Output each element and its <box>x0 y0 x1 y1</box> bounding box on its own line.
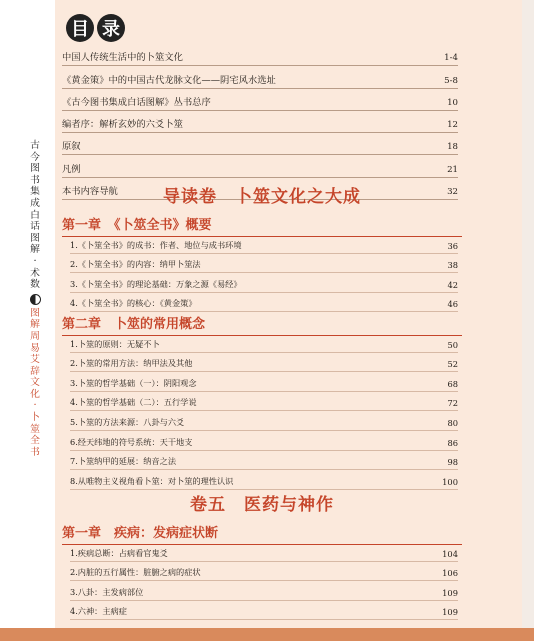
toc-entry-title: 3.卜筮的哲学基础（一）：阴阳观念 <box>70 377 197 388</box>
toc-entry[interactable] <box>70 451 458 471</box>
toc-entry-title: 4.六神：主病症 <box>70 606 127 617</box>
toc-entry[interactable] <box>70 562 458 582</box>
side-char: 今 <box>30 151 40 163</box>
toc-entry-page: 1-4 <box>444 53 458 64</box>
side-char: · <box>33 400 37 412</box>
contents-heading <box>66 14 125 44</box>
side-char: 话 <box>30 221 40 233</box>
side-char: · <box>33 255 37 267</box>
toc-entry-page: 50 <box>447 339 458 350</box>
toc-entry-page: 32 <box>447 187 458 198</box>
toc-entry-page: 100 <box>442 476 458 487</box>
toc-entry-title: 2.内脏的五行属性：脏腑之病的症状 <box>70 567 201 578</box>
toc-entry[interactable] <box>62 66 458 88</box>
toc-entry[interactable] <box>70 542 458 562</box>
toc-entry-title: 原叙 <box>62 141 81 153</box>
toc-entry-page: 18 <box>447 142 458 153</box>
part-title-volume5: 卷五 医药与神作 <box>190 495 334 515</box>
toc-entry-title: 编者序：解析玄妙的六爻卜筮 <box>62 119 183 131</box>
toc-entry-page: 104 <box>442 548 458 559</box>
side-char: 卜 <box>30 412 40 424</box>
toc-entry-page: 80 <box>447 417 458 428</box>
toc-entry[interactable] <box>70 234 458 254</box>
side-char: 解 <box>30 244 40 256</box>
side-char: 书 <box>30 446 40 458</box>
toc-entry-title: 1.卜筮的原则：无疑不卜 <box>70 338 160 349</box>
toc-entry[interactable] <box>70 470 458 490</box>
side-char: 成 <box>30 197 40 209</box>
toc-entry-title: 中国人传统生活中的卜筮文化 <box>62 52 183 64</box>
part-title-guide: 导读卷 卜筮文化之大成 <box>163 187 361 207</box>
toc-entry-title: 6.经天纬地的符号系统：天干地支 <box>70 436 193 447</box>
toc-entry-page: 46 <box>447 299 458 310</box>
toc-entry-title: 3.八卦：主发病部位 <box>70 586 144 597</box>
yin-yang-icon <box>30 294 41 305</box>
toc-entry-page: 5-8 <box>444 75 458 86</box>
bottom-page-edge <box>0 628 534 641</box>
chapter-title: 第二章 卜筮的常用概念 <box>62 313 462 336</box>
toc-entry-title: 4.《卜筮全书》的核心：《黄金策》 <box>70 298 197 309</box>
chapter-entries <box>70 234 458 312</box>
chapter-title: 第一章 《卜筮全书》概要 <box>62 214 462 237</box>
toc-entry-page: 68 <box>447 378 458 389</box>
toc-entry[interactable] <box>70 333 458 353</box>
toc-entry[interactable] <box>70 353 458 373</box>
side-char: 辞 <box>30 365 40 377</box>
toc-entry[interactable] <box>62 89 458 111</box>
toc-entry-title: 2.《卜筮全书》的内容：纳甲卜筮法 <box>70 259 201 270</box>
side-char: 文 <box>30 377 40 389</box>
toc-entry[interactable] <box>62 155 458 177</box>
toc-entry[interactable] <box>62 44 458 66</box>
side-char: 全 <box>30 435 40 447</box>
side-char: 筮 <box>30 423 40 435</box>
toc-entry-title: 1.《卜筮全书》的成书：作者、地位与成书环境 <box>70 239 242 250</box>
side-char: 白 <box>30 209 40 221</box>
side-series-title <box>27 140 43 458</box>
toc-entry-title: 本书内容导航 <box>62 186 118 198</box>
toc-entry[interactable] <box>70 601 458 621</box>
toc-entry-page: 86 <box>447 437 458 448</box>
toc-entry-page: 12 <box>447 120 458 131</box>
side-char: 周 <box>30 330 40 342</box>
right-page-edge <box>522 0 534 628</box>
chapter-entries <box>70 333 458 490</box>
toc-entry[interactable] <box>62 133 458 155</box>
front-matter-list <box>62 44 458 200</box>
toc-entry[interactable] <box>62 111 458 133</box>
toc-entry[interactable] <box>70 411 458 431</box>
chapter-title: 第一章 疾病：发病症状断 <box>62 522 462 545</box>
toc-entry-title: 2.卜筮的常用方法：纳甲法及其他 <box>70 358 193 369</box>
side-char: 易 <box>30 342 40 354</box>
side-char: 集 <box>30 186 40 198</box>
toc-entry-title: 1.疾病总断：占病看官鬼爻 <box>70 547 168 558</box>
toc-entry-page: 109 <box>442 587 458 598</box>
toc-entry[interactable] <box>70 392 458 412</box>
side-char: 书 <box>30 174 40 186</box>
side-char: 解 <box>30 319 40 331</box>
toc-entry-page: 52 <box>447 359 458 370</box>
toc-entry-title: 5.卜筮的方法来源：八卦与六爻 <box>70 416 185 427</box>
toc-entry-page: 42 <box>447 279 458 290</box>
toc-entry[interactable] <box>70 254 458 274</box>
heading-char: 目 <box>66 14 94 42</box>
toc-entry-title: 8.从唯物主义视角看卜筮：对卜筮的理性认识 <box>70 475 234 486</box>
heading-char: 录 <box>97 14 125 42</box>
toc-entry[interactable] <box>70 431 458 451</box>
toc-entry-title: 《黄金策》中的中国古代龙脉文化——阴宅风水选址 <box>62 74 276 86</box>
toc-entry-page: 38 <box>447 260 458 271</box>
toc-entry-title: 4.卜筮的哲学基础（二）：五行学说 <box>70 397 197 408</box>
toc-entry[interactable] <box>70 372 458 392</box>
side-char: 古 <box>30 140 40 151</box>
toc-entry-title: 《古今图书集成白话图解》丛书总序 <box>62 96 211 108</box>
toc-entry-page: 10 <box>447 97 458 108</box>
toc-entry-page: 109 <box>442 607 458 618</box>
side-char: 图 <box>30 163 40 175</box>
toc-entry[interactable] <box>70 581 458 601</box>
toc-entry-page: 72 <box>447 398 458 409</box>
side-char: 数 <box>30 279 40 291</box>
toc-entry[interactable] <box>70 273 458 293</box>
chapter-entries <box>70 542 458 620</box>
toc-entry[interactable] <box>70 293 458 313</box>
toc-entry-page: 21 <box>447 164 458 175</box>
side-char: 术 <box>30 267 40 279</box>
toc-entry-title: 3.《卜筮全书》的理论基础：万象之源《易经》 <box>70 278 242 289</box>
toc-entry-page: 98 <box>447 457 458 468</box>
side-char: 艾 <box>30 354 40 366</box>
toc-entry-title: 7.卜筮纳甲的延展：纳音之法 <box>70 456 177 467</box>
toc-entry-page: 36 <box>447 240 458 251</box>
toc-entry-page: 106 <box>442 568 458 579</box>
side-char: 化 <box>30 388 40 400</box>
toc-entry-title: 凡例 <box>62 163 81 175</box>
side-char: 图 <box>30 307 40 319</box>
side-char: 图 <box>30 232 40 244</box>
